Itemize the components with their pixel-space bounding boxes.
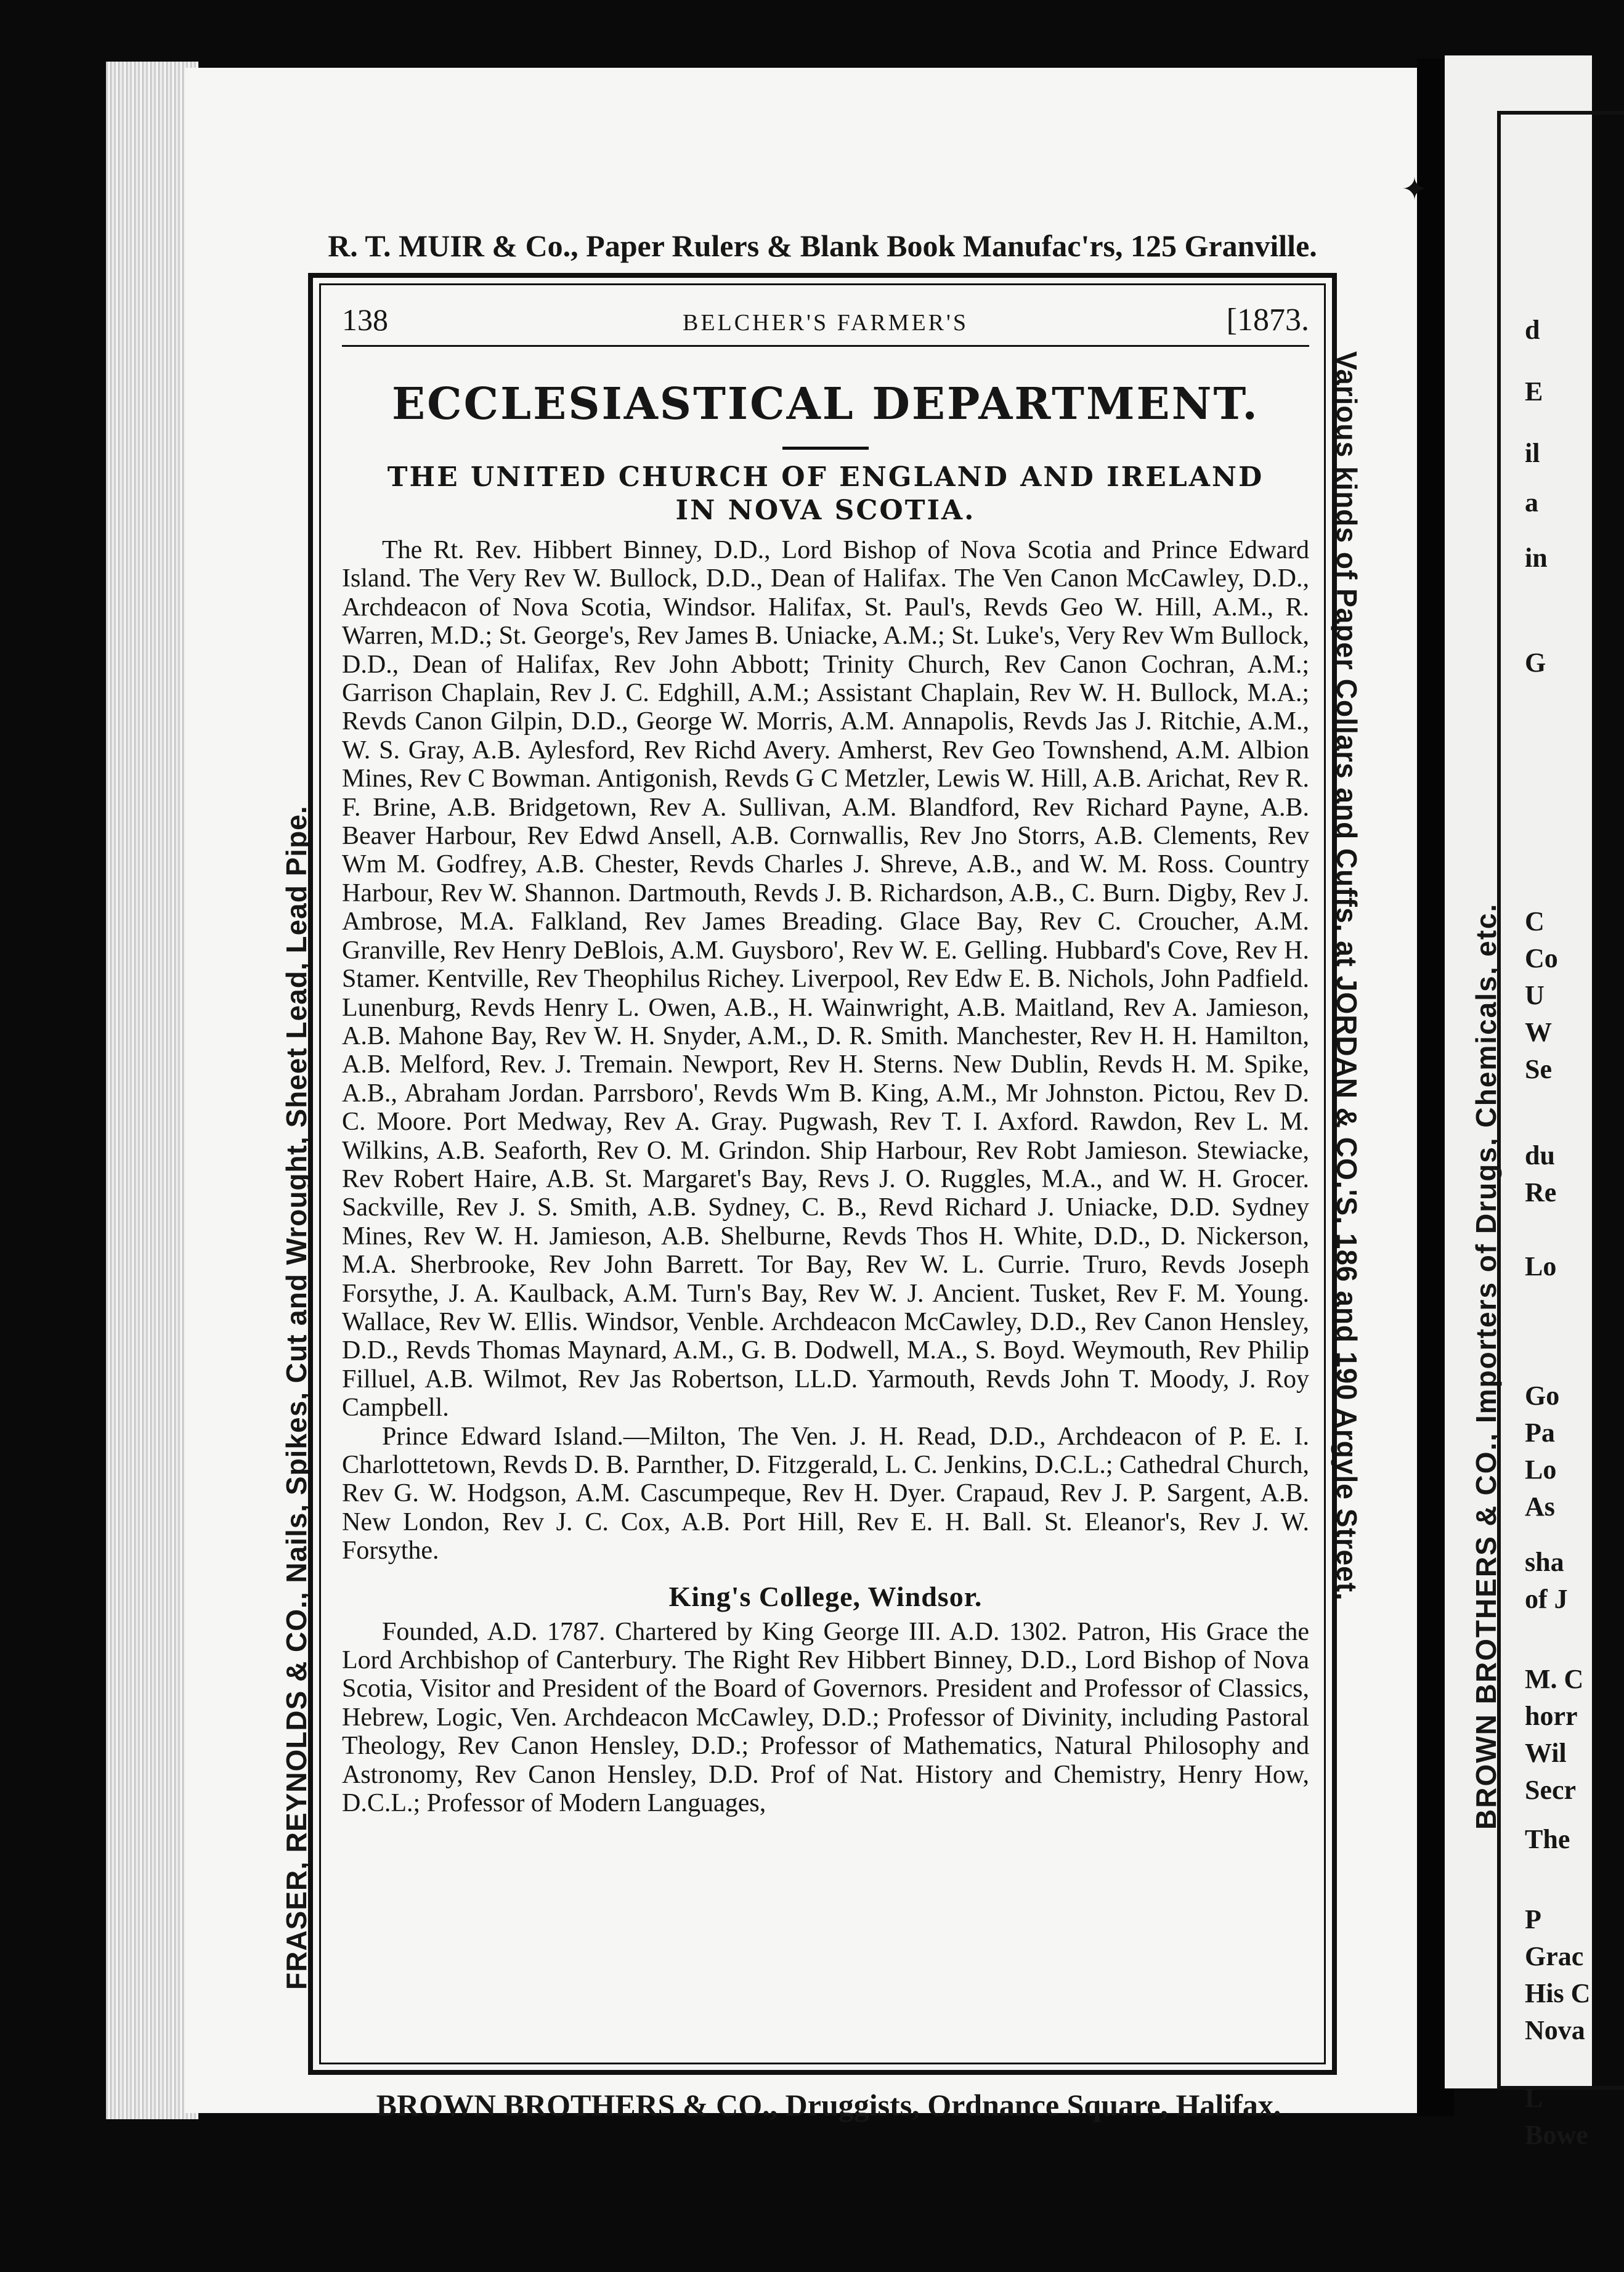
fleuron-ornament: ✦ [1402,172,1427,206]
top-advertisement: R. T. MUIR & Co., Paper Rulers & Blank Book Manufac'rs, 125 Granville. [328,229,1317,263]
next-page-text-fragment: Lo [1525,1454,1557,1485]
church-heading-line-1: THE UNITED CHURCH OF ENGLAND AND IRELAND [387,461,1264,493]
next-page-text-fragment: d [1525,315,1540,345]
next-page-text-fragment: Se [1525,1054,1552,1084]
next-page-text-fragment: horr [1525,1701,1578,1731]
next-page-fragment [1445,55,1592,2150]
next-page-text-fragment: Pa [1525,1418,1555,1448]
next-page-text-fragment: Go [1525,1381,1560,1411]
next-page-text-fragment: Re [1525,1177,1557,1207]
next-page-text-fragment: As [1525,1491,1555,1522]
next-page-text-fragment: Co [1525,943,1558,973]
right-side-advertisement: Various kinds of Paper Collars and Cuffs, at JORDAN & CO.'S, 186 and 190 Argyle Street. [1331,351,1363,1601]
next-page-text-fragment: Grac [1525,1941,1584,1971]
bottom-advertisement: BROWN BROTHERS & CO., Druggists, Ordnance Square, Halifax. [376,2088,1281,2122]
church-heading-line-2: IN NOVA SCOTIA. [675,495,976,526]
next-page-text-fragment: The [1525,1824,1570,1854]
kings-college-heading: King's College, Windsor. [668,1580,983,1612]
next-page-text-fragment: il [1525,438,1540,468]
next-page-text-fragment: C [1525,906,1545,936]
next-page-text-fragment: in [1525,543,1548,573]
running-header [342,302,1309,347]
next-page-text-fragment: Bowe [1525,2120,1588,2150]
next-page-text-fragment: sha [1525,1547,1564,1577]
next-page-text-fragment: du [1525,1140,1555,1170]
department-title: ECCLESIASTICAL DEPARTMENT. [392,378,1259,429]
year: [1873. [1226,302,1309,338]
title-rule [782,447,869,450]
next-page-text-fragment: Wil [1525,1738,1567,1768]
next-page-text-fragment: Secr [1525,1775,1577,1805]
next-page-text-fragment: U [1525,980,1545,1010]
left-side-advertisement: FRASER, REYNOLDS & CO., Nails, Spikes, Cut and Wrought, Sheet Lead, Lead Pipe. [280,805,312,1990]
next-page-text-fragment: Lo [1525,1251,1557,1281]
next-page-text-fragment: of J [1525,1584,1568,1614]
next-page-text-fragment: a [1525,487,1538,517]
pei-listing: Prince Edward Island.—Milton, The Ven. J. H. Read, D.D., Archdeacon of P. E. I. Charlottetown, Revds D. B. Parnther, D. Fitzgerald, L. C. Jenkins, D.C.L.; Cathedral Church, Rev G. W. Hodgson, A.M. Cascumpeque, Rev H. Dyer. Crapaud, Rev J. P. Sargent, A.B. New London, Rev J. C. Cox, A.B. Port Hill, Rev E. H. Ball. St. Eleanor's, Rev J. W. Forsythe. [342,1422,1309,1565]
kings-college-text: Founded, A.D. 1787. Chartered by King George III. A.D. 1302. Patron, His Grace the Lord Archbishop of Canterbury. The Right Rev Hibbert Binney, D.D., Lord Bishop of Nova Scotia, Visitor and President of the Board of Governors. President and Professor of Classics, Hebrew, Logic, Ven. Archdeacon McCawley, D.D.; Professor of Divinity, including Pastoral Theology, Rev Canon Hensley, D.D.; Professor of Mathematics, Natural Philosophy and Astronomy, Rev Canon Hensley, D.D. Prof of Nat. History and Chemistry, Henry How, D.C.L.; Professor of Modern Languages, [342,1617,1309,1818]
next-page-text-fragment: M. C [1525,1664,1584,1694]
next-page-text-fragment: P [1525,1904,1541,1934]
next-page-text-fragment: W [1525,1017,1552,1047]
next-page-text-fragment: His C [1525,1978,1591,2008]
next-page-text-fragment: G [1525,647,1546,678]
clergy-listing: The Rt. Rev. Hibbert Binney, D.D., Lord Bishop of Nova Scotia and Prince Edward Island. The Very Rev W. Bullock, D.D., Dean of Halifax. The Ven Canon McCawley, D.D., Archdeacon of Nova Scotia, Windsor. Halifax, St. Paul's, Revds Geo W. Hill, A.M., R. Warren, M.D.; St. George's, Rev James B. Uniacke, A.M.; St. Luke's, Very Rev Wm Bullock, D.D., Dean of Halifax, Rev John Abbott; Trinity Church, Rev Canon Cochran, A.M.; Garrison Chaplain, Rev J. C. Edghill, A.M.; Assistant Chaplain, Rev W. H. Bullock, M.A.; Revds Canon Gilpin, D.D., George W. Morris, A.M. Annapolis, Revds Jas J. Ritchie, A.M., W. S. Gray, A.B. Aylesford, Rev Richd Avery. Amherst, Rev Geo Townshend, A.M. Albion Mines, Rev C Bowman. Antigonish, Revds G C Metzler, Lewis W. Hill, A.B. Arichat, Rev R. F. Brine, A.B. Bridgetown, Rev A. Sullivan, A.M. Blandford, Rev Richard Payne, A.B. Beaver Harbour, Rev Edwd Ansell, A.B. Cornwallis, Rev Jno Storrs, A.B. Clements, Rev Wm M. Godfrey, A.B. Chester, Revds Charles J. Shreve, A.B., and W. M. Ross. Country Harbour, Rev W. Shannon. Dartmouth, Revds J. B. Richardson, A.B., C. Burn. Digby, Rev J. Ambrose, M.A. Falkland, Rev James Breading. Glace Bay, Rev C. Croucher, A.M. Granville, Rev Henry DeBlois, A.M. Guysboro', Rev W. E. Gelling. Hubbard's Cove, Rev H. Stamer. Kentville, Rev Theophilus Richey. Liverpool, Rev Edw E. B. Nichols, John Padfield. Lunenburg, Revds Henry L. Owen, A.B., H. Wainwright, A.B. Maitland, Rev A. Jamieson, A.B. Mahone Bay, Rev W. H. Snyder, A.M., D. R. Smith. Manchester, Rev H. H. Hamilton, A.B. Melford, Rev. J. Tremain. Newport, Rev H. Sterns. New Dublin, Revds H. M. Spike, A.B., Abraham Jordan. Parrsboro', Revds Wm B. King, A.M., Mr Johnston. Pictou, Rev D. C. Moore. Port Medway, Rev A. Gray. Pugwash, Rev T. I. Axford. Rawdon, Rev L. M. Wilkins, A.B. Seaforth, Rev O. M. Grindon. Ship Harbour, Rev Robt Jamieson. Stewiacke, Rev Robert Haire, A.B. St. Margaret's Bay, Revs J. O. Ruggles, M.A., and W. H. Grocer. Sackville, Rev J. S. Smith, A.B. Sydney, C. B., Revd Richard J. Uniacke, D.D. Sydney Mines, Rev W. H. Jamieson, A.B. Shelburne, Revds Thos H. White, D.D., D. Nickerson, M.A. Sherbrooke, Rev John Barrett. Tor Bay, Rev W. L. Currie. Truro, Revds Joseph Forsythe, J. A. Kaulback, A.M. Turn's Bay, Rev W. J. Ancient. Tusket, Rev F. M. Young. Wallace, Rev W. Ellis. Windsor, Venble. Archdeacon McCawley, D.D., Rev Canon Hensley, D.D., Revds Thomas Maynard, A.M., G. B. Dodwell, M.A., S. Boyd. Weymouth, Rev Philip Filluel, A.B. Wilmot, Rev Jas Robertson, LL.D. Yarmouth, Revds John T. Moody, J. Roy Campbell. [342,536,1309,1422]
page-content [342,302,1309,1817]
next-page-text-fragment: Nova [1525,2015,1585,2045]
running-title: BELCHER'S FARMER'S [682,310,969,336]
next-page-side-ad: BROWN BROTHERS & CO., Importers of Drugs, Chemicals, etc. [1470,903,1502,1830]
next-page-text-fragment: E [1525,376,1543,407]
next-page-text-fragment: L [1525,2083,1543,2113]
page-number: 138 [342,302,388,337]
